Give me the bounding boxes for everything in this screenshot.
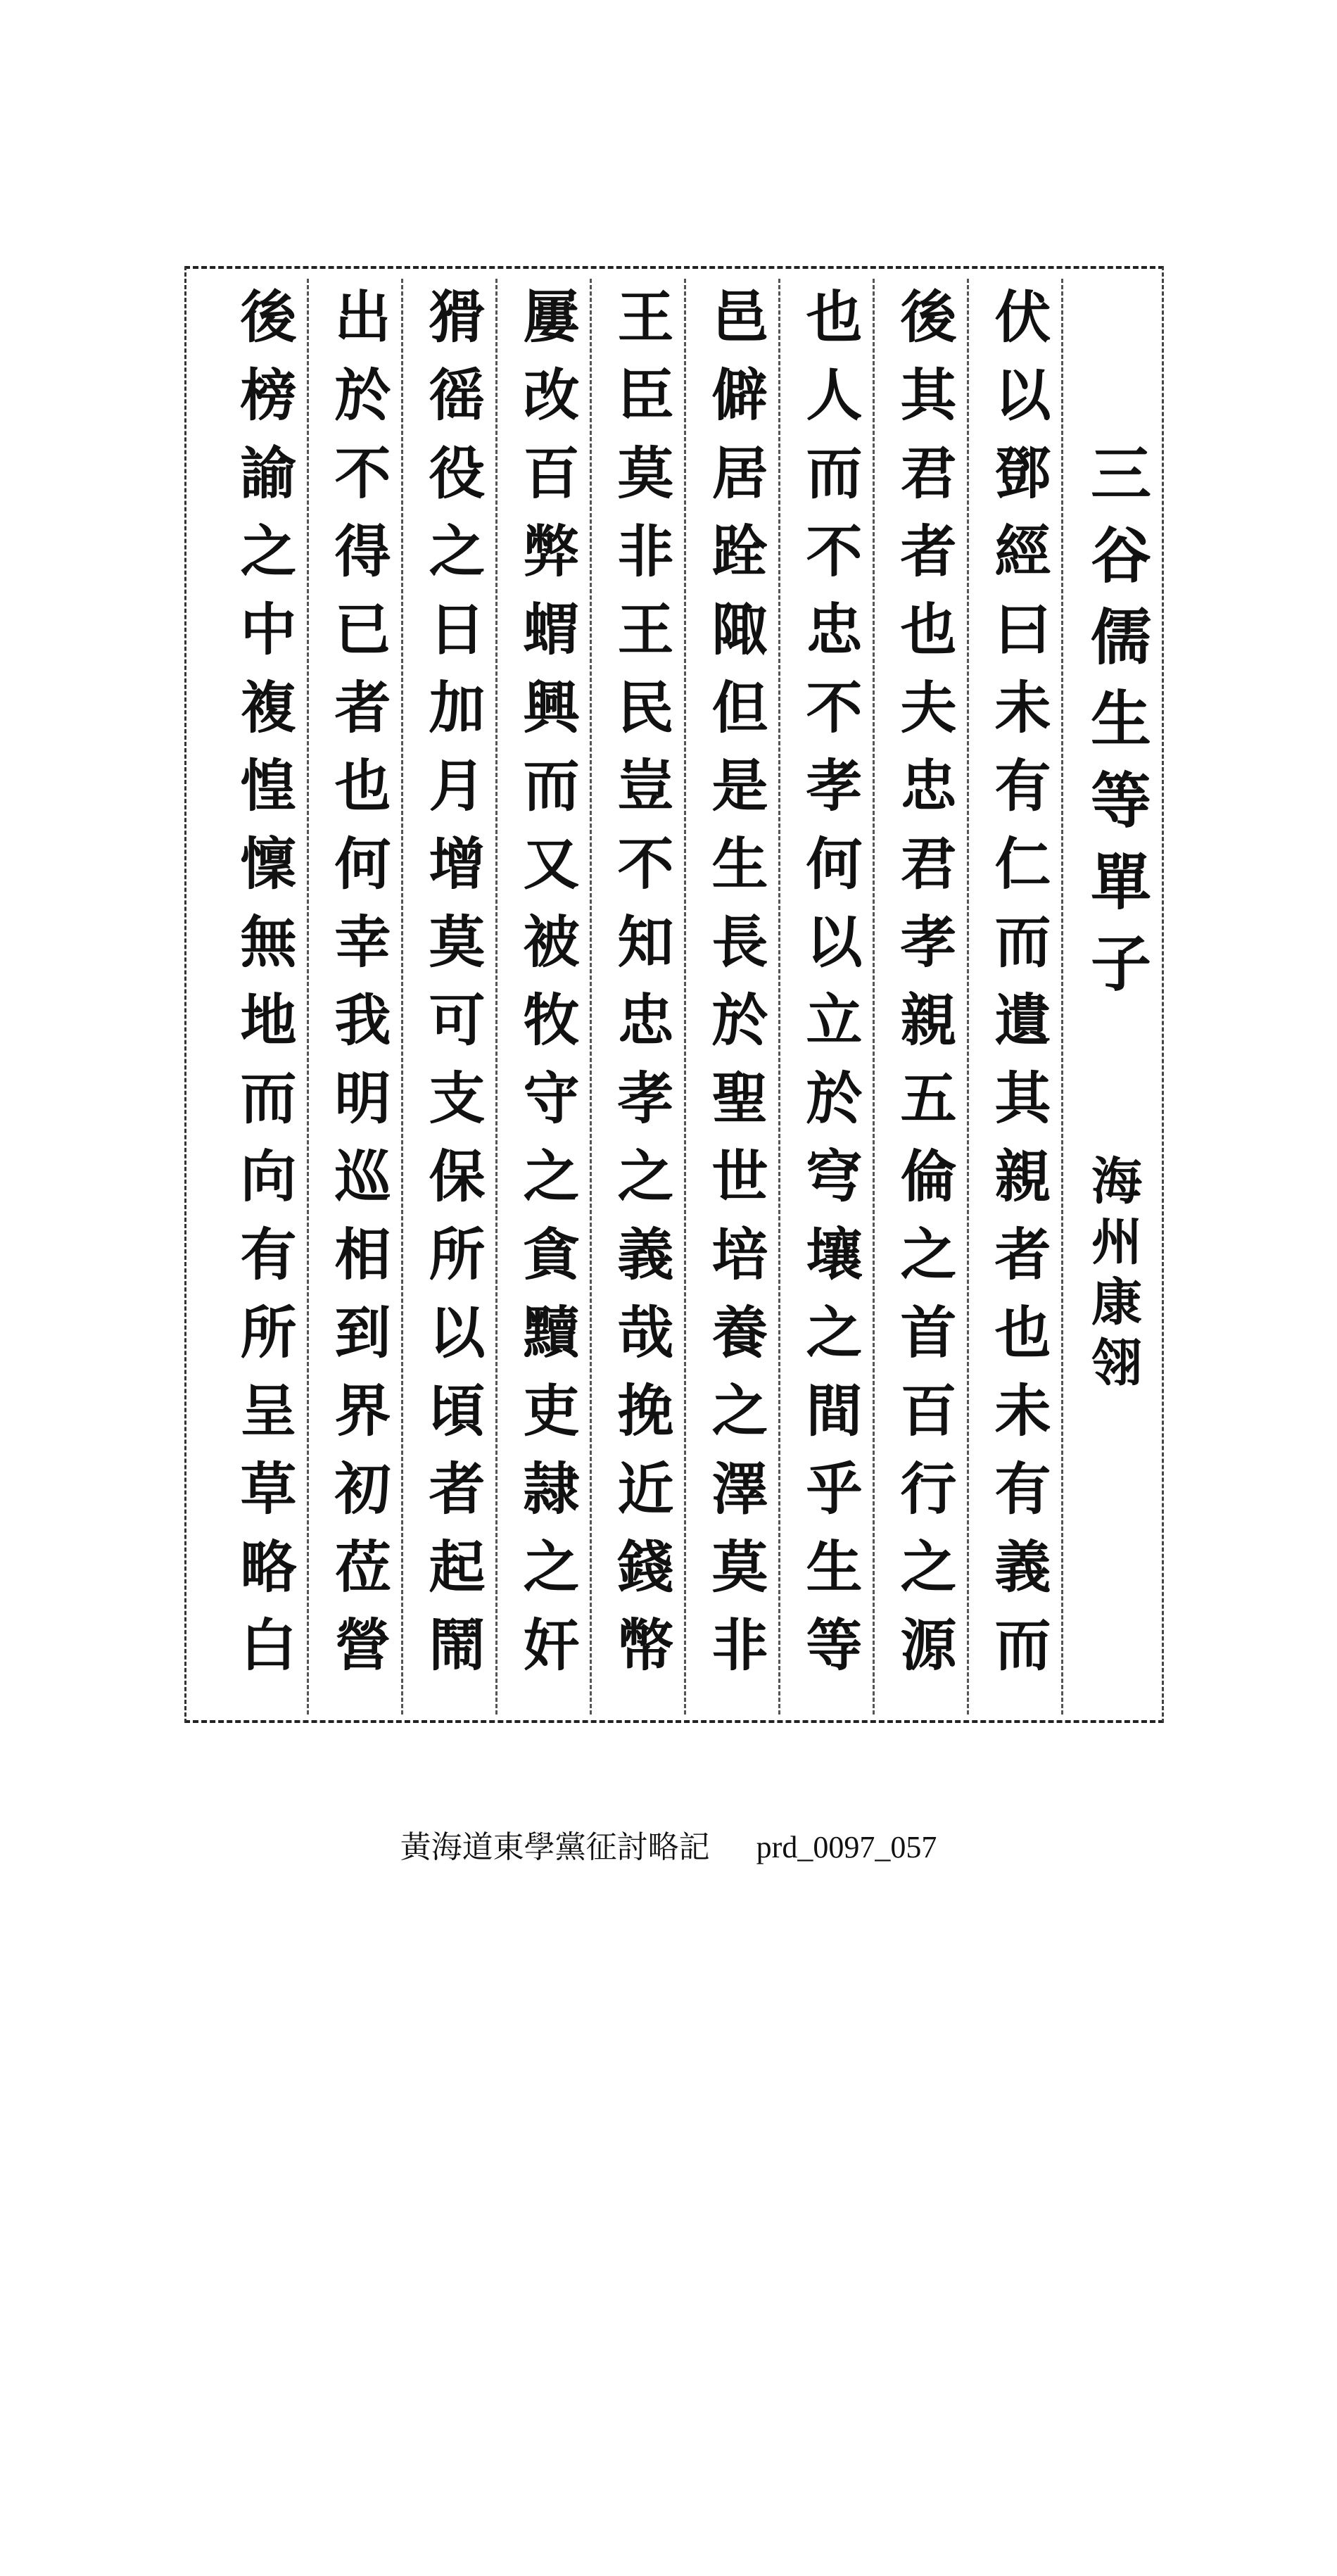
text-column-2: 後其君者也夫忠君孝親五倫之首百行之源: [891, 287, 957, 1693]
text-column-8: 出於不得已者也何幸我明巡相到界初莅營: [325, 287, 391, 1693]
column-divider: [1061, 279, 1063, 1715]
text-column-7: 猾徭役之日加月增莫可支保所以頃者起鬧: [419, 287, 486, 1693]
text-column-4: 邑僻居跧陬但是生長於聖世培養之澤莫非: [702, 287, 768, 1693]
text-column-1: 伏以鄧經曰未有仁而遺其親者也未有義而: [985, 287, 1051, 1693]
text-column-9: 後榜諭之中複惶懍無地而向有所呈草略白: [231, 287, 297, 1693]
text-column-3: 也人而不忠不孝何以立於穹壤之間乎生等: [797, 287, 863, 1693]
column-divider: [684, 279, 686, 1715]
footer-page-id: prd_0097_057: [756, 1830, 937, 1864]
footer-book-title: 黃海道東學黨征討略記: [400, 1830, 710, 1864]
text-column-5: 王臣莫非王民豈不知忠孝之義哉挽近錢幣: [608, 287, 674, 1693]
page-footer: [0, 1821, 1337, 1867]
column-divider: [495, 279, 498, 1715]
column-divider: [778, 279, 780, 1715]
text-column-6: 屢改百弊蝟興而又被牧守之貪黷吏隷之奸: [514, 287, 580, 1693]
column-divider: [873, 279, 875, 1715]
document-author: 海州康翎: [1083, 1154, 1143, 1396]
column-divider: [401, 279, 403, 1715]
column-divider: [307, 279, 309, 1715]
column-divider: [967, 279, 969, 1715]
column-divider: [590, 279, 592, 1715]
document-title: 三谷儒生等單子: [1080, 442, 1151, 1014]
